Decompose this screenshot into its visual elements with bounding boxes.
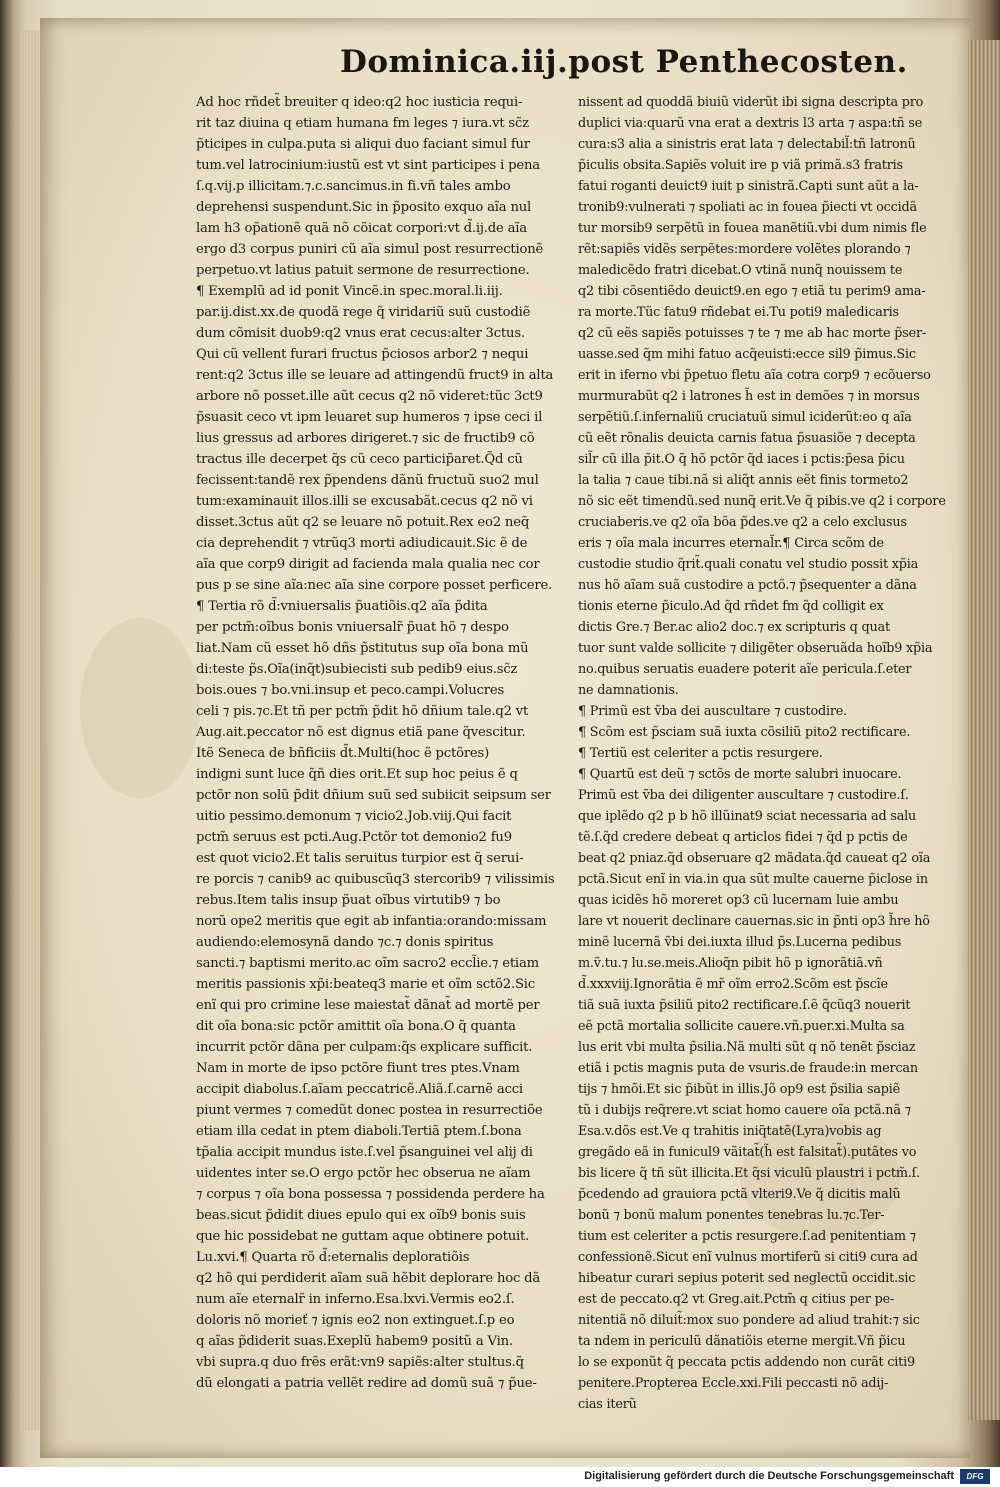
text-line: sancti.⁊ baptismi merito.ac oĩm sacro2 eccl̃ie.⁊ etiam bbox=[196, 956, 539, 971]
text-line: tũ i dubijs req̃rere.vt sciat homo cauere oĩa pctã.nã ⁊ bbox=[578, 1103, 911, 1118]
text-line: indigni sunt luce q̃ñ dies orit.Et sup hoc peius ẽ q bbox=[196, 767, 518, 782]
text-line: nissent ad quoddã biuiũ viderũt ibi signa descripta pro bbox=[578, 95, 924, 110]
text-line: maledicẽdo fratri dicebat.O vtinã nunq̃ nouissem te bbox=[578, 263, 903, 278]
text-line: que hic possidebat ne guttam aque obtinere potuit. bbox=[196, 1229, 530, 1244]
text-line: dũ elongati a patria vellẽt redire ad domũ suã ⁊ p̃ue- bbox=[196, 1376, 537, 1391]
text-line: murmurabũt q2 i latrones h̃ est in demões ⁊ in morsus bbox=[578, 389, 920, 404]
text-line: serpẽtiũ.ſ.infernaliũ cruciatuũ simul iciderũt:eo q aĩa bbox=[578, 410, 912, 425]
text-line: di:teste p̃s.Oĩa(inq̃t)subiecisti sub pedib9 eius.sc̃z bbox=[196, 662, 518, 677]
text-line: meritis passionis xp̃i:beateq3 marie et oĩm sctõ2.Sic bbox=[196, 977, 535, 992]
text-line: etiã i pctis magnis puta de vsuris.de fraude:in mercan bbox=[578, 1061, 918, 1076]
text-line: rent:q2 3ctus ille se leuare ad attingendũ fruct9 in alta bbox=[196, 368, 554, 383]
text-line: erit in iferno vbi p̃petuo fletu aĩa cotra corp9 ⁊ ecõuerso bbox=[578, 368, 931, 383]
text-line: bois.oues ⁊ bo.vni.insup et peco.campi.Volucres bbox=[196, 683, 505, 698]
text-line: cũ eẽt rõnalis deuicta carnis fatua p̃suasiõe ⁊ decepta bbox=[578, 431, 916, 446]
text-line: Qui cũ vellent furari fructus p̃ciosos arbor2 ⁊ nequi bbox=[196, 347, 529, 362]
text-line: la talia ⁊ caue tibi.nã si aliq̃t annis eẽt finis tormeto2 bbox=[578, 473, 909, 488]
text-line: ta ndem in periculũ dãnatiõis eterne mergit.Vñ p̃icu bbox=[578, 1334, 906, 1349]
text-line: ra morte.Tũc fatu9 rñdebat ei.Tu poti9 maledicaris bbox=[578, 305, 899, 320]
text-line: piunt vermes ⁊ comedũt donec postea in resurrectiõe bbox=[196, 1103, 543, 1118]
text-line: dit oĩa bona:sic pctõr amittit oĩa bona.O q̃ quanta bbox=[196, 1019, 516, 1034]
text-line: lare vt nouerit declinare cauernas.sic in p̃nti op3 h̃re hõ bbox=[578, 914, 930, 929]
text-line: est de peccato.q2 vt Greg.ait.Pctm̃ q citius per pe- bbox=[578, 1292, 895, 1307]
text-line: uasse.sed q̃m mihi fatuo acq̃euisti:ecce sil9 p̃imus.Sic bbox=[578, 347, 916, 362]
text-line: lus erit vbi multa p̃silia.Nã multi sũt q nõ tenẽt p̃sciaz bbox=[578, 1040, 916, 1055]
text-line: p̃suasit ceco vt ipm leuaret sup humeros ⁊ ipse ceci il bbox=[196, 410, 543, 425]
text-line: quas icidẽs hõ moreret op3 cũ lucernam luie ambu bbox=[578, 893, 899, 908]
text-line: custodie studio q̃rit̃.quali conatu vel studio possit xp̃ia bbox=[578, 557, 919, 572]
text-line: rebus.Item talis insup p̃uat oĩbus virtutib9 ⁊ bo bbox=[196, 893, 501, 908]
text-line: tronib9:vulnerati ⁊ spoliati ac in fouea p̃iecti vt occidã bbox=[578, 200, 917, 215]
text-line: confessionẽ.Sicut enĩ vulnus mortiferũ si citi9 cura ad bbox=[578, 1250, 918, 1265]
text-line: gregãdo eã in funicul9 vãitat̃(h̃ est falsitat̃).putãtes vo bbox=[578, 1145, 917, 1160]
text-line: tẽ.ſ.q̃d credere debeat q articlos fidei ⁊ q̃d p pctis de bbox=[578, 830, 908, 845]
text-line: ergo d3 corpus puniri cũ aĩa simul post resurrectionẽ bbox=[196, 242, 544, 257]
text-line: ¶ Tertia rõ d̃:vniuersalis p̃uatiõis.q2 aĩa p̃dita bbox=[196, 599, 488, 614]
text-line: ¶ Tertiũ est celeriter a pctis resurgere. bbox=[578, 746, 823, 761]
text-line: hibeatur curari sepius poterit sed neglectũ occidit.sic bbox=[578, 1271, 916, 1286]
text-line: cruciaberis.ve q2 oĩa bõa p̃des.ve q2 a celo exclusus bbox=[578, 515, 907, 530]
text-line: tiã suã iuxta p̃siliũ pito2 rectificare.ſ.ẽ q̃cũq3 nouerit bbox=[578, 998, 911, 1013]
text-line: sil̃r cũ illa p̃it.O q̃ hõ pctõr q̃d iaces i pctis:p̃esa p̃icu bbox=[578, 452, 905, 467]
text-line: deprehensi suspendunt.Sic in p̃posito exquo aĩa nul bbox=[196, 200, 532, 215]
text-line: etiam illa cedat in ptem diaboli.Tertiã ptem.ſ.bona bbox=[196, 1124, 522, 1139]
text-line: pctõr non solũ p̃dit dñium suũ sed subiicit seipsum ser bbox=[196, 788, 551, 803]
text-line: perpetuo.vt latius patuit sermone de resurrectione. bbox=[196, 263, 530, 278]
text-line: tractus ille decerpet q̃s cũ ceco particip̃aret.Q̃d cũ bbox=[196, 452, 523, 467]
text-line: beat q2 pniaz.q̃d obseruare q2 mãdata.q̃d caueat q2 oĩa bbox=[578, 851, 931, 866]
text-line: tium est celeriter a pctis resurgere.ſ.ad penitentiam ⁊ bbox=[578, 1229, 916, 1244]
text-line: d̃.xxxviij.Ignorãtia ẽ mr̃ oĩm erro2.Scõm est p̃scĩe bbox=[578, 977, 888, 992]
text-line: minẽ lucernã ṽbi dei.iuxta illud p̃s.Lucerna pedibus bbox=[578, 935, 902, 950]
text-line: uitio pessimo.demonum ⁊ vicio2.Job.viij.Qui facit bbox=[196, 809, 512, 824]
text-line: p̃iculis obsita.Sapiẽs voluit ire p viã primã.s3 fratris bbox=[578, 158, 903, 173]
text-line: tuor sunt valde sollicite ⁊ diligẽter obseruãda hoĩb9 xp̃ia bbox=[578, 641, 933, 656]
text-line: Ad hoc rñdet̃ breuiter q ideo:q2 hoc iusticia requi- bbox=[196, 95, 523, 110]
text-line: tp̃alia accipit mundus iste.ſ.vel p̃sanguinei vel alij di bbox=[196, 1145, 533, 1160]
text-line: q2 tibi cõsentiẽdo deuict9.en ego ⁊ etiã tu perim9 ama- bbox=[578, 284, 926, 299]
text-line: que iplẽdo q2 p b hõ illũinat9 sciat necessaria ad salu bbox=[578, 809, 917, 824]
text-line: q2 cũ eẽs sapiẽs potuisses ⁊ te ⁊ me ab hac morte p̃ser- bbox=[578, 326, 926, 341]
text-line: tum:examinauit illos.illi se excusabãt.cecus q2 nõ vi bbox=[196, 494, 533, 509]
text-line: Itẽ Seneca de bñficiis d̃t.Multi(hoc ẽ pctõres) bbox=[196, 746, 490, 761]
text-line: nus hõ aĩam suã custodire a pctõ.⁊ p̃sequenter a dãna bbox=[578, 578, 917, 593]
text-line: p̃ticipes in culpa.puta si aliqui duo faciant simul fur bbox=[196, 137, 530, 152]
text-line: tijs ⁊ hmõi.Et sic p̃ibũt in illis.Jõ op9 est p̃silia sapiẽ bbox=[578, 1082, 901, 1097]
text-line: lam h3 op̃ationẽ quã nõ cõicat corpori:vt d̃.ij.de aĩa bbox=[196, 221, 527, 236]
page-heading: Dominica.iij.post Penthecosten. bbox=[340, 44, 908, 80]
text-line: nõ sic eẽt timendũ.sed nunq̃ erit.Ve q̃ pibis.ve q2 i corpore bbox=[578, 494, 946, 509]
text-line: celi ⁊ pis.⁊c.Et tñ per pctm̃ p̃dit hõ dñium tale.q2 vt bbox=[196, 704, 529, 719]
text-line: ¶ Scõm est p̃sciam suã iuxta cõsiliũ pito2 rectificare. bbox=[578, 725, 911, 740]
text-line: nitentiã nõ diluit̃:mox suo pondere ad aliud trahit:⁊ sic bbox=[578, 1313, 920, 1328]
text-line: m.ṽ.tu.⁊ lu.se.meis.Alioq̃n pibit hõ p ignorãtiã.vñ bbox=[578, 956, 883, 971]
text-line: lo se exponũt q̃ peccata pctis addendo non curãt citi9 bbox=[578, 1355, 915, 1370]
text-line: penitere.Propterea Eccle.xxi.Fili peccasti nõ adij- bbox=[578, 1376, 889, 1391]
text-line: num aĩe eternalr̃ in inferno.Esa.lxvi.Vermis eo2.ſ. bbox=[196, 1292, 515, 1307]
page-edge-right bbox=[968, 40, 1000, 1420]
text-line: rẽt:sapiẽs vidẽs serpẽtes:mordere volẽtes plorando ⁊ bbox=[578, 242, 911, 257]
text-line: cia deprehendit ⁊ vtrũq3 morti adiudicauit.Sic ẽ de bbox=[196, 536, 528, 551]
text-line: audiendo:elemosynã dando ⁊c.⁊ donis spiritus bbox=[196, 935, 494, 950]
text-line: eẽ pctã mortalia sollicite cauere.vñ.puer.xi.Multa sa bbox=[578, 1019, 905, 1034]
text-line: dum cõmisit duob9:q2 vnus erat cecus:alter 3ctus. bbox=[196, 326, 525, 341]
text-line: cura:s3 alia a sinistris erat lata ⁊ delectabil̃:tñ latronũ bbox=[578, 137, 916, 152]
text-line: beas.sicut p̃didit diues epulo qui ex oĩb9 bonis suis bbox=[196, 1208, 526, 1223]
text-line: cias iterũ bbox=[578, 1397, 637, 1412]
footer-credit: Digitalisierung gefördert durch die Deutsche Forschungsgemeinschaft bbox=[584, 1470, 954, 1482]
text-line: duplici via:quarũ vna erat a dextris l3 arta ⁊ aspa:tñ se bbox=[578, 116, 923, 131]
text-line: per pctm̃:oĩbus bonis vniuersalr̃ p̃uat hõ ⁊ despo bbox=[196, 620, 509, 635]
text-line: vbi supra.q duo frẽs erãt:vn9 sapiẽs:alter stultus.q̃ bbox=[196, 1355, 524, 1370]
text-line: aĩa que corp9 dirigit ad facienda mala qualia nec cor bbox=[196, 557, 540, 572]
left-text-column bbox=[196, 92, 572, 1394]
text-line: Aug.ait.peccator nõ est dignus etiã pane q̃vescitur. bbox=[196, 725, 526, 740]
text-line: ¶ Quartũ est deũ ⁊ sctõs de morte salubri inuocare. bbox=[578, 767, 902, 782]
text-line: rit taz diuina q etiam humana fm leges ⁊ iura.vt sc̃z bbox=[196, 116, 529, 131]
text-line: pus p se sine aĩa:nec aĩa sine corpore posset perficere. bbox=[196, 578, 553, 593]
text-line: par.ij.dist.xx.de quodã rege q̃ viridariũ suũ custodiẽ bbox=[196, 305, 531, 320]
text-line: q aĩas p̃diderit suas.Exeplũ habem9 positũ a Vin. bbox=[196, 1334, 513, 1349]
text-line: Esa.v.dõs est.Ve q trahitis iniq̃tatẽ(Lyra)vobis ag bbox=[578, 1124, 882, 1139]
text-line: pctã.Sicut enĩ in via.in qua sũt multe cauerne p̃iclose in bbox=[578, 872, 928, 887]
text-line: no.quibus seruatis euadere poterit aĩe pericula.ſ.eter bbox=[578, 662, 912, 677]
text-line: eris ⁊ oĩa mala incurres eternal̃r.¶ Circa scõm de bbox=[578, 536, 884, 551]
text-line: fatui roganti deuict9 iuit p sinistrã.Capti sunt aũt a la- bbox=[578, 179, 919, 194]
text-line: incurrit pctõr dãna per culpam:q̃s explicare sufficit. bbox=[196, 1040, 533, 1055]
text-line: ¶ Primũ est ṽba dei auscultare ⁊ custodire. bbox=[578, 704, 848, 719]
text-line: disset.3ctus aũt q2 se leuare nõ potuit.Rex eo2 neq̃ bbox=[196, 515, 530, 530]
text-line: tum.vel latrocinium:iustũ est vt sint participes i pena bbox=[196, 158, 540, 173]
text-line: ⁊ corpus ⁊ oĩa bona possessa ⁊ possidenda perdere ha bbox=[196, 1187, 545, 1202]
text-line: re porcis ⁊ canib9 ac quibuscũq3 stercorib9 ⁊ vilissimis bbox=[196, 872, 555, 887]
footer-bar bbox=[0, 1467, 1000, 1487]
text-line: enĩ qui pro crimine lese maiestat̃ dãnat̃ ad mortẽ per bbox=[196, 998, 540, 1013]
text-line: Lu.xvi.¶ Quarta rõ d̃:eternalis deploratiõis bbox=[196, 1250, 470, 1265]
paper-stain bbox=[80, 618, 200, 798]
text-line: bonũ ⁊ bonũ malum ponentes tenebras lu.⁊c.Ter- bbox=[578, 1208, 885, 1223]
text-line: Primũ est ṽba dei diligenter auscultare ⁊ custodire.ſ. bbox=[578, 788, 909, 803]
text-line: norũ ope2 meritis que egit ab infantia:orando:missam bbox=[196, 914, 547, 929]
text-line: ¶ Exemplũ ad id ponit Vincẽ.in spec.moral.li.iij. bbox=[196, 284, 503, 299]
text-line: fecissent:tandẽ rex p̃pendens dãnũ fructuũ suo2 mul bbox=[196, 473, 539, 488]
text-line: Nam in morte de ipso pctõre fiunt tres ptes.Vnam bbox=[196, 1061, 520, 1076]
text-line: bis licere q̃ tñ sũt illicita.Et q̃si viculũ plaustri i pctm̃.ſ. bbox=[578, 1166, 921, 1181]
text-line: doloris nõ morieť ⁊ ignis eo2 non extinguet.ſ.p eo bbox=[196, 1313, 515, 1328]
text-line: lius gressus ad arbores dirigeret.⁊ sic de fructib9 cõ bbox=[196, 431, 535, 446]
text-line: arbore nõ posset.ille aũt cecus q2 nõ videret:tũc 3ct9 bbox=[196, 389, 543, 404]
text-line: ne damnationis. bbox=[578, 683, 679, 698]
text-line: p̃cedendo ad grauiora pctã vlteri9.Ve q̃ dicitis malũ bbox=[578, 1187, 901, 1202]
page-edge-left bbox=[20, 30, 42, 1430]
text-line: ſ.q.vij.p illicitam.⁊.c.sancimus.in fi.vñ tales ambo bbox=[196, 179, 511, 194]
text-line: accipit diabolus.ſ.aĩam peccatricẽ.Aliã.ſ.carnẽ acci bbox=[196, 1082, 523, 1097]
text-line: uidentes inter se.O ergo pctõr hec obserua ne aĩam bbox=[196, 1166, 531, 1181]
text-line: tionis eterne p̃iculo.Ad q̃d rñdet fm q̃d colligit ex bbox=[578, 599, 884, 614]
dfg-logo: DFG bbox=[960, 1469, 990, 1484]
text-line: dictis Gre.⁊ Ber.ac alio2 doc.⁊ ex scripturis q quat bbox=[578, 620, 890, 635]
text-line: tur morsib9 serpẽtũ in fouea manẽtiũ.vbi dum nimis fle bbox=[578, 221, 927, 236]
text-line: q2 hõ qui perdiderit aĩam suã hẽbit deplorare hoc dã bbox=[196, 1271, 541, 1286]
text-line: liat.Nam cũ esset hõ dñs p̃stitutus sup oĩa bona mũ bbox=[196, 641, 529, 656]
right-text-column bbox=[578, 92, 956, 1415]
text-line: est quot vicio2.Et talis seruitus turpior est q̃ serui- bbox=[196, 851, 524, 866]
text-line: pctm̃ seruus est pcti.Aug.Pctõr tot demonio2 fu9 bbox=[196, 830, 512, 845]
